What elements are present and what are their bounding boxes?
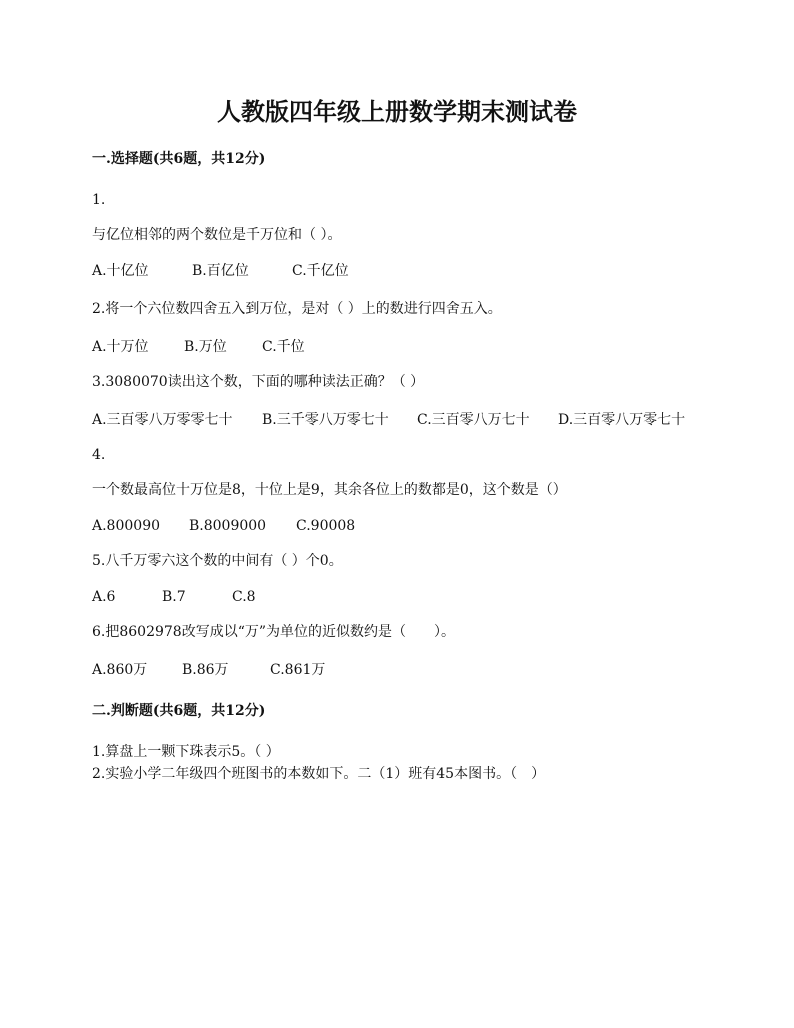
- option: B.86万: [182, 662, 229, 678]
- question-4-options: [92, 517, 355, 535]
- question-6-options: [92, 661, 325, 679]
- question-4-number: 4.: [92, 447, 106, 463]
- option: C.三百零八万七十: [417, 412, 530, 428]
- question-1-number: 1.: [92, 192, 106, 208]
- question-3-text: 3.3080070读出这个数，下面的哪种读法正确？（ ）: [92, 374, 425, 390]
- question-5-text: 5.八千万零六这个数的中间有（ ）个0。: [92, 553, 343, 569]
- question-2-options: [92, 338, 305, 356]
- option: C.千位: [262, 339, 305, 355]
- option: B.三千零八万零七十: [262, 412, 389, 428]
- question-1-text: 与亿位相邻的两个数位是千万位和（ ）。: [92, 227, 342, 243]
- question-5-options: [92, 588, 256, 606]
- question-1-options: [92, 262, 349, 280]
- option: A.860万: [92, 662, 148, 678]
- option: A.三百零八万零零七十: [92, 412, 233, 428]
- option: D.三百零八万零七十: [558, 412, 686, 428]
- option: B.7: [162, 589, 186, 605]
- option: C.千亿位: [292, 263, 349, 279]
- section-heading-judgement: 二.判断题(共6题，共12分): [92, 703, 266, 719]
- question-2-text: 2.将一个六位数四舍五入到万位，是对（ ）上的数进行四舍五入。: [92, 301, 502, 317]
- judgement-1-text: 1.算盘上一颗下珠表示5。（ ）: [92, 744, 280, 760]
- page-title: 人教版四年级上册数学期末测试卷: [217, 97, 577, 126]
- option: B.百亿位: [192, 263, 249, 279]
- judgement-2-text: 2.实验小学二年级四个班图书的本数如下。二（1）班有45本图书。（ ）: [92, 766, 546, 782]
- option: A.十万位: [92, 339, 149, 355]
- question-4-text: 一个数最高位十万位是8，十位上是9，其余各位上的数都是0，这个数是（）: [92, 482, 567, 498]
- question-3-options: [92, 411, 685, 429]
- option: A.十亿位: [92, 263, 149, 279]
- option: C.8: [232, 589, 256, 605]
- question-6-text: 6.把8602978改写成以“万”为单位的近似数约是（ ）。: [92, 624, 456, 640]
- option: B.8009000: [189, 518, 267, 534]
- option: C.90008: [296, 518, 356, 534]
- option: B.万位: [184, 339, 227, 355]
- option: A.800090: [92, 518, 161, 534]
- option: C.861万: [270, 662, 326, 678]
- section-heading-choice: 一.选择题(共6题，共12分): [92, 151, 266, 167]
- option: A.6: [92, 589, 116, 605]
